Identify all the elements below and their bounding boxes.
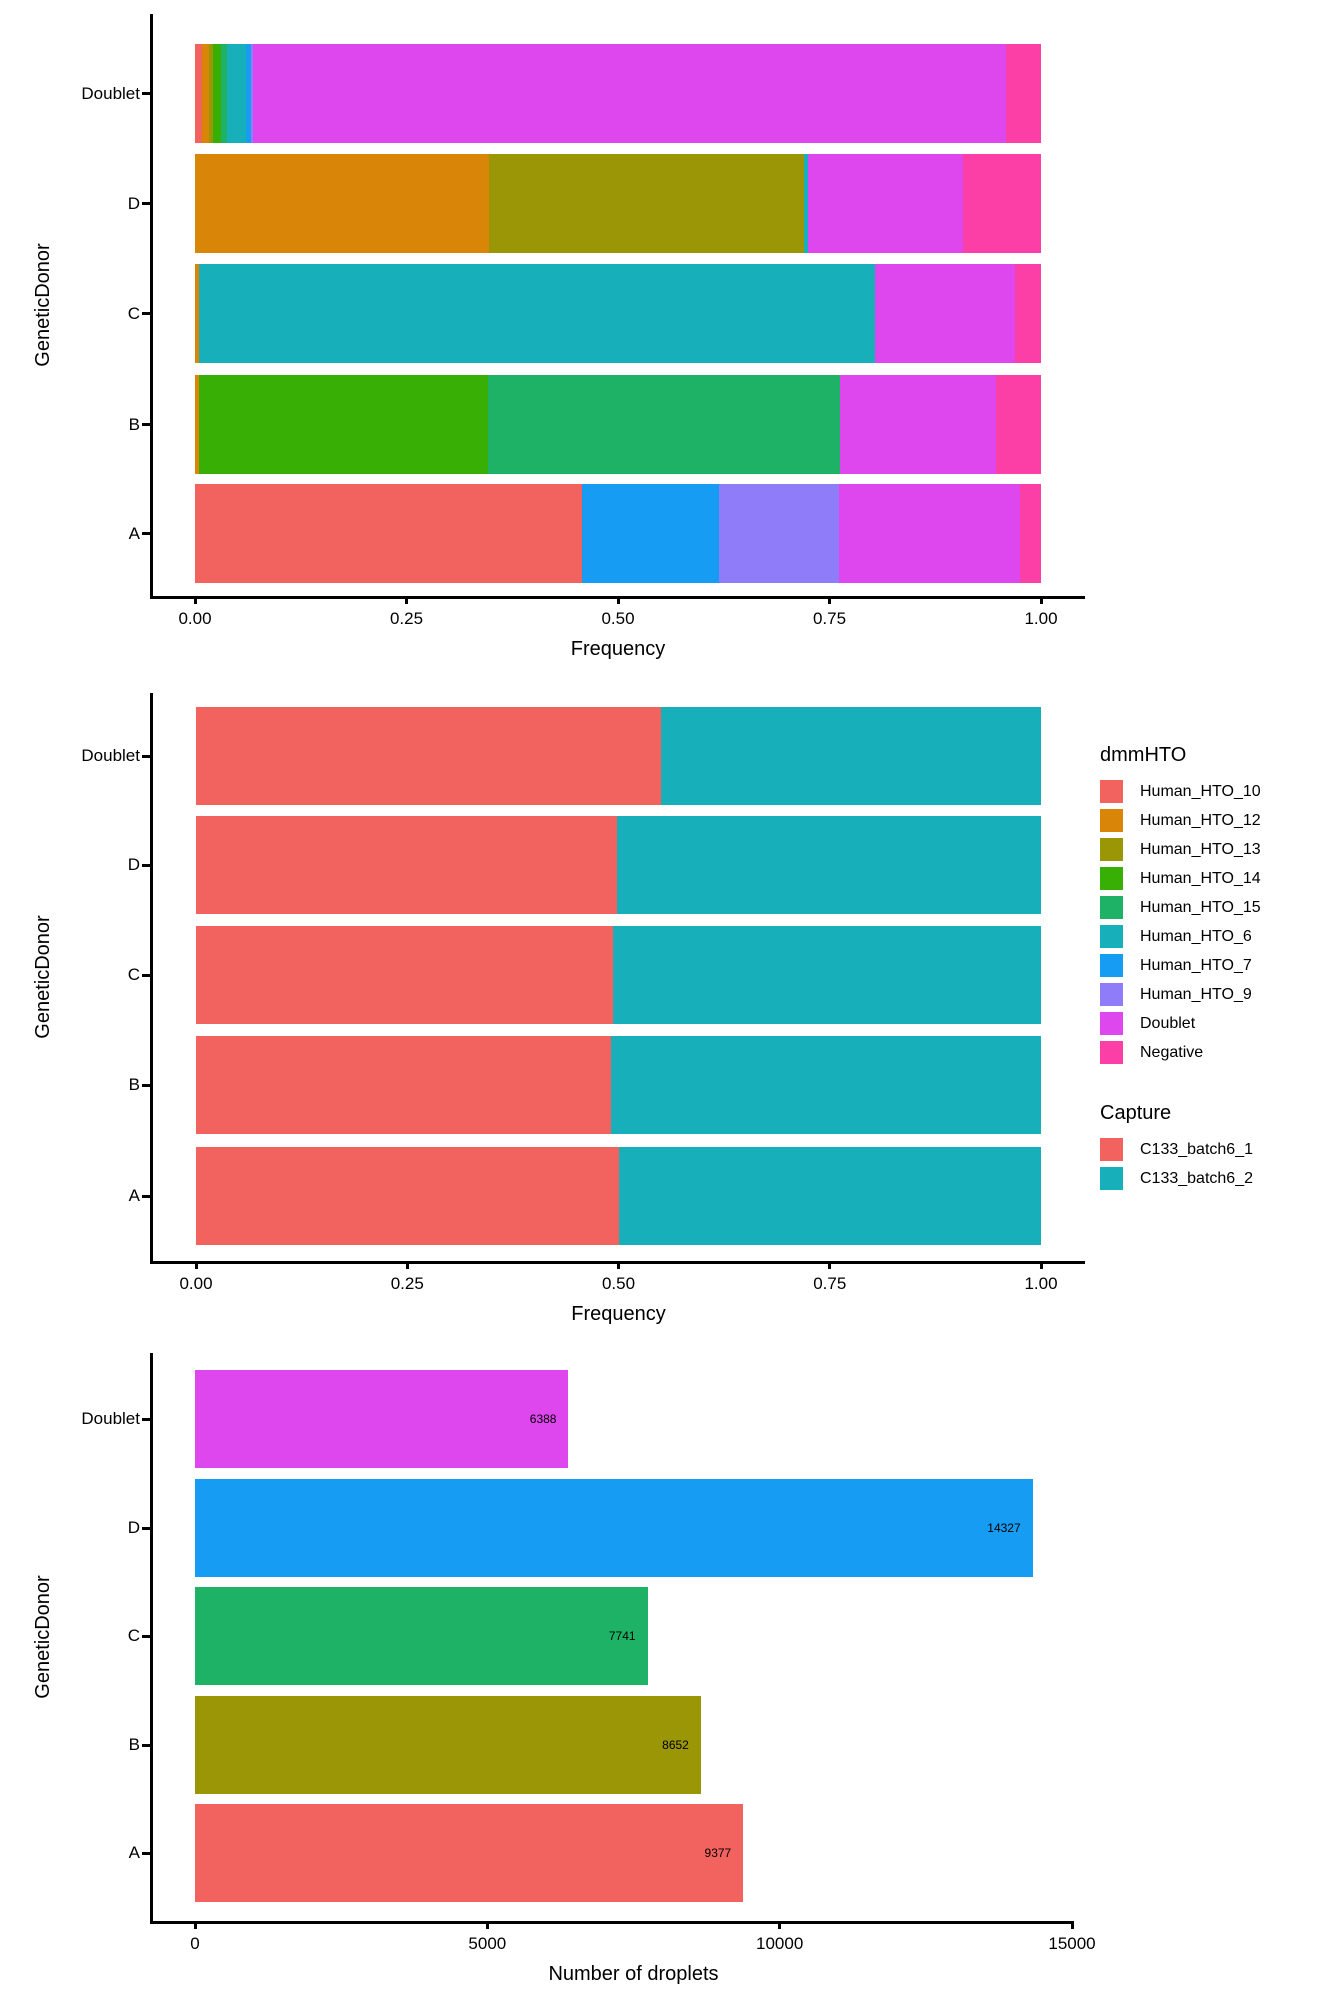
bar-segment-Human_HTO_15 [488, 375, 841, 474]
y-axis-title: GeneticDonor [32, 243, 54, 367]
bar-segment-C133_batch6_2 [619, 1147, 1042, 1245]
bar-segment-Human_HTO_6 [227, 44, 246, 143]
legend-entry-label: Human_HTO_10 [1140, 782, 1261, 800]
legend-entry-label: C133_batch6_1 [1140, 1140, 1253, 1158]
x-tick-label: 0.25 [389, 609, 424, 628]
x-tick-label: 0.25 [390, 1274, 424, 1293]
y-axis-tick [142, 423, 150, 426]
x-tick-label: 1.00 [1024, 609, 1058, 628]
legend-entry-label: Doublet [1140, 1014, 1196, 1032]
x-axis-tick [1071, 1921, 1074, 1929]
legend-key-swatch [1100, 983, 1123, 1006]
plot-panel [81, 14, 1085, 660]
legend-capture [1100, 1102, 1253, 1196]
legend-entry-label: Human_HTO_9 [1140, 985, 1252, 1003]
bar-value-label: 14327 [987, 1521, 1021, 1535]
bar-segment-Doublet [808, 154, 963, 253]
bar-segment-Negative [996, 375, 1041, 474]
bar-value-label: 9377 [704, 1846, 732, 1860]
x-axis-tick [194, 1921, 197, 1929]
y-axis-tick [142, 1527, 150, 1530]
bar-segment-Doublet [839, 484, 1020, 583]
y-axis-tick [142, 1418, 150, 1421]
x-tick-label: 0.50 [601, 1274, 636, 1293]
bar-segment-Human_HTO_12 [195, 154, 489, 253]
bar-value-label: 6388 [529, 1412, 557, 1426]
bar-segment-Doublet [840, 375, 996, 474]
legend-key-swatch [1100, 896, 1123, 919]
bar-segment-Negative [1020, 484, 1041, 583]
x-axis-tick [406, 1261, 409, 1269]
chart-hto-frequency [0, 0, 1344, 690]
y-axis-tick [142, 532, 150, 535]
x-axis-tick [486, 1921, 489, 1929]
y-axis-tick [142, 864, 150, 867]
x-tick-label: 5000 [468, 1934, 507, 1953]
bar-segment-Human_HTO_14 [199, 375, 487, 474]
x-axis-tick [617, 1261, 620, 1269]
x-tick-label: 10000 [756, 1934, 804, 1953]
legend-entry [1100, 925, 1261, 948]
bar-segment-Human_HTO_6 [199, 264, 875, 363]
y-category-label: A [128, 523, 140, 543]
bar-segment-Human_HTO_13 [489, 154, 805, 253]
x-axis-tick [1040, 596, 1043, 604]
bar-segment-Negative [1006, 44, 1041, 143]
legend-entry-label: Negative [1140, 1043, 1204, 1061]
x-tick-label: 0.75 [812, 609, 847, 628]
legend-title: Capture [1100, 1102, 1172, 1124]
x-axis-tick [195, 1261, 198, 1269]
y-category-label: C [127, 303, 140, 323]
legend-entry-label: Human_HTO_13 [1140, 840, 1261, 858]
legend-key-swatch [1100, 1041, 1123, 1064]
bar-value-label: 7741 [608, 1629, 636, 1643]
bar-segment-Negative [1015, 264, 1041, 363]
y-category-label: Doublet [81, 83, 140, 103]
x-tick-label: 0.00 [179, 1274, 213, 1293]
bar-value-label: 8652 [662, 1738, 689, 1752]
y-category-label: B [128, 414, 140, 434]
bar-D [195, 1479, 1033, 1577]
y-category-label: A [128, 1186, 140, 1205]
x-tick-label: 15000 [1048, 1934, 1096, 1953]
bar-segment-Human_HTO_10 [195, 44, 202, 143]
bar-segment-C133_batch6_2 [613, 926, 1041, 1024]
x-axis-tick [828, 596, 831, 604]
x-axis-tick [194, 596, 197, 604]
legend-key-swatch [1100, 867, 1123, 890]
legend-key-swatch [1100, 954, 1123, 977]
legend-key-swatch [1100, 1138, 1123, 1161]
bar-segment-Human_HTO_12 [202, 44, 209, 143]
bar-segment-C133_batch6_1 [196, 816, 617, 914]
x-axis-tick [405, 596, 408, 604]
y-category-label: D [127, 855, 140, 874]
bar-segment-C133_batch6_1 [196, 1147, 619, 1245]
x-axis-tick [828, 1261, 831, 1269]
legend-dmmhto [1100, 744, 1261, 1070]
x-axis-title: Frequency [570, 638, 666, 660]
x-tick-label: 0 [190, 1934, 200, 1953]
bar-segment-C133_batch6_2 [611, 1036, 1041, 1134]
legend-key-swatch [1100, 838, 1123, 861]
legend-entry [1100, 1167, 1253, 1190]
legend-entry-label: Human_HTO_14 [1140, 869, 1261, 887]
bar-segment-C133_batch6_2 [617, 816, 1041, 914]
legend-entry [1100, 780, 1261, 803]
y-axis-tick [142, 92, 150, 95]
legend-entry [1100, 1041, 1261, 1064]
x-tick-label: 1.00 [1024, 1274, 1058, 1293]
legend-entry-label: Human_HTO_15 [1140, 898, 1261, 916]
y-category-label: C [127, 1626, 140, 1645]
legend-key-swatch [1100, 809, 1123, 832]
legend-entry [1100, 954, 1261, 977]
bar-segment-Doublet [253, 44, 1006, 143]
legend-key-swatch [1100, 1012, 1123, 1035]
bar-segment-Human_HTO_10 [195, 484, 582, 583]
y-axis-tick [142, 755, 150, 758]
x-axis-tick [617, 596, 620, 604]
x-axis-tick [778, 1921, 781, 1929]
legend-entries [1100, 1138, 1253, 1190]
y-axis-tick [142, 312, 150, 315]
legend-entry [1100, 867, 1261, 890]
legend-key-swatch [1100, 925, 1123, 948]
y-axis-tick [142, 1635, 150, 1638]
x-axis-title: Number of droplets [548, 1963, 719, 1985]
bar-segment-C133_batch6_1 [196, 926, 613, 1024]
legend-entry [1100, 838, 1261, 861]
bar-segment-C133_batch6_2 [661, 707, 1041, 805]
y-category-label: Doublet [81, 1409, 140, 1428]
y-axis-tick [142, 1195, 150, 1198]
plot-panel [81, 1353, 1096, 1985]
legend-entry [1100, 1012, 1261, 1035]
bar-segment-Human_HTO_14 [213, 44, 221, 143]
legend-entry [1100, 1138, 1253, 1161]
bar-segment-Doublet [875, 264, 1015, 363]
y-category-label: D [127, 1518, 140, 1537]
bar-segment-Human_HTO_9 [719, 484, 839, 583]
y-category-label: C [127, 965, 140, 984]
bar-segment-Negative [963, 154, 1041, 253]
y-axis-tick [142, 1852, 150, 1855]
y-axis-tick [142, 1744, 150, 1747]
legend-entry [1100, 809, 1261, 832]
y-axis-tick [142, 1084, 150, 1087]
legend-title: dmmHTO [1100, 744, 1187, 766]
legend-key-swatch [1100, 1167, 1123, 1190]
legend-entry-label: Human_HTO_6 [1140, 927, 1252, 945]
x-axis-tick [1040, 1261, 1043, 1269]
legend-entry [1100, 896, 1261, 919]
y-category-label: A [128, 1843, 140, 1862]
legend-key-swatch [1100, 780, 1123, 803]
y-category-label: D [127, 193, 140, 213]
bar-segment-C133_batch6_1 [196, 707, 661, 805]
bar-segment-C133_batch6_1 [196, 1036, 611, 1134]
x-tick-label: 0.00 [178, 609, 212, 628]
y-category-label: Doublet [81, 746, 140, 765]
x-tick-label: 0.50 [601, 609, 635, 628]
plot-panel [81, 693, 1085, 1325]
x-axis-title: Frequency [571, 1303, 666, 1325]
legend-entries [1100, 780, 1261, 1064]
legend-entry-label: Human_HTO_12 [1140, 811, 1261, 829]
y-axis-title: GeneticDonor [32, 915, 54, 1039]
y-category-label: B [128, 1075, 140, 1094]
legend-entry-label: C133_batch6_2 [1140, 1169, 1253, 1187]
y-axis-title: GeneticDonor [32, 1575, 54, 1699]
x-tick-label: 0.75 [813, 1274, 847, 1293]
bar-segment-Human_HTO_7 [582, 484, 718, 583]
y-axis-tick [142, 202, 150, 205]
legend-entry [1100, 983, 1261, 1006]
legend-entry-label: Human_HTO_7 [1140, 956, 1252, 974]
y-axis-tick [142, 974, 150, 977]
y-category-label: B [128, 1735, 140, 1754]
